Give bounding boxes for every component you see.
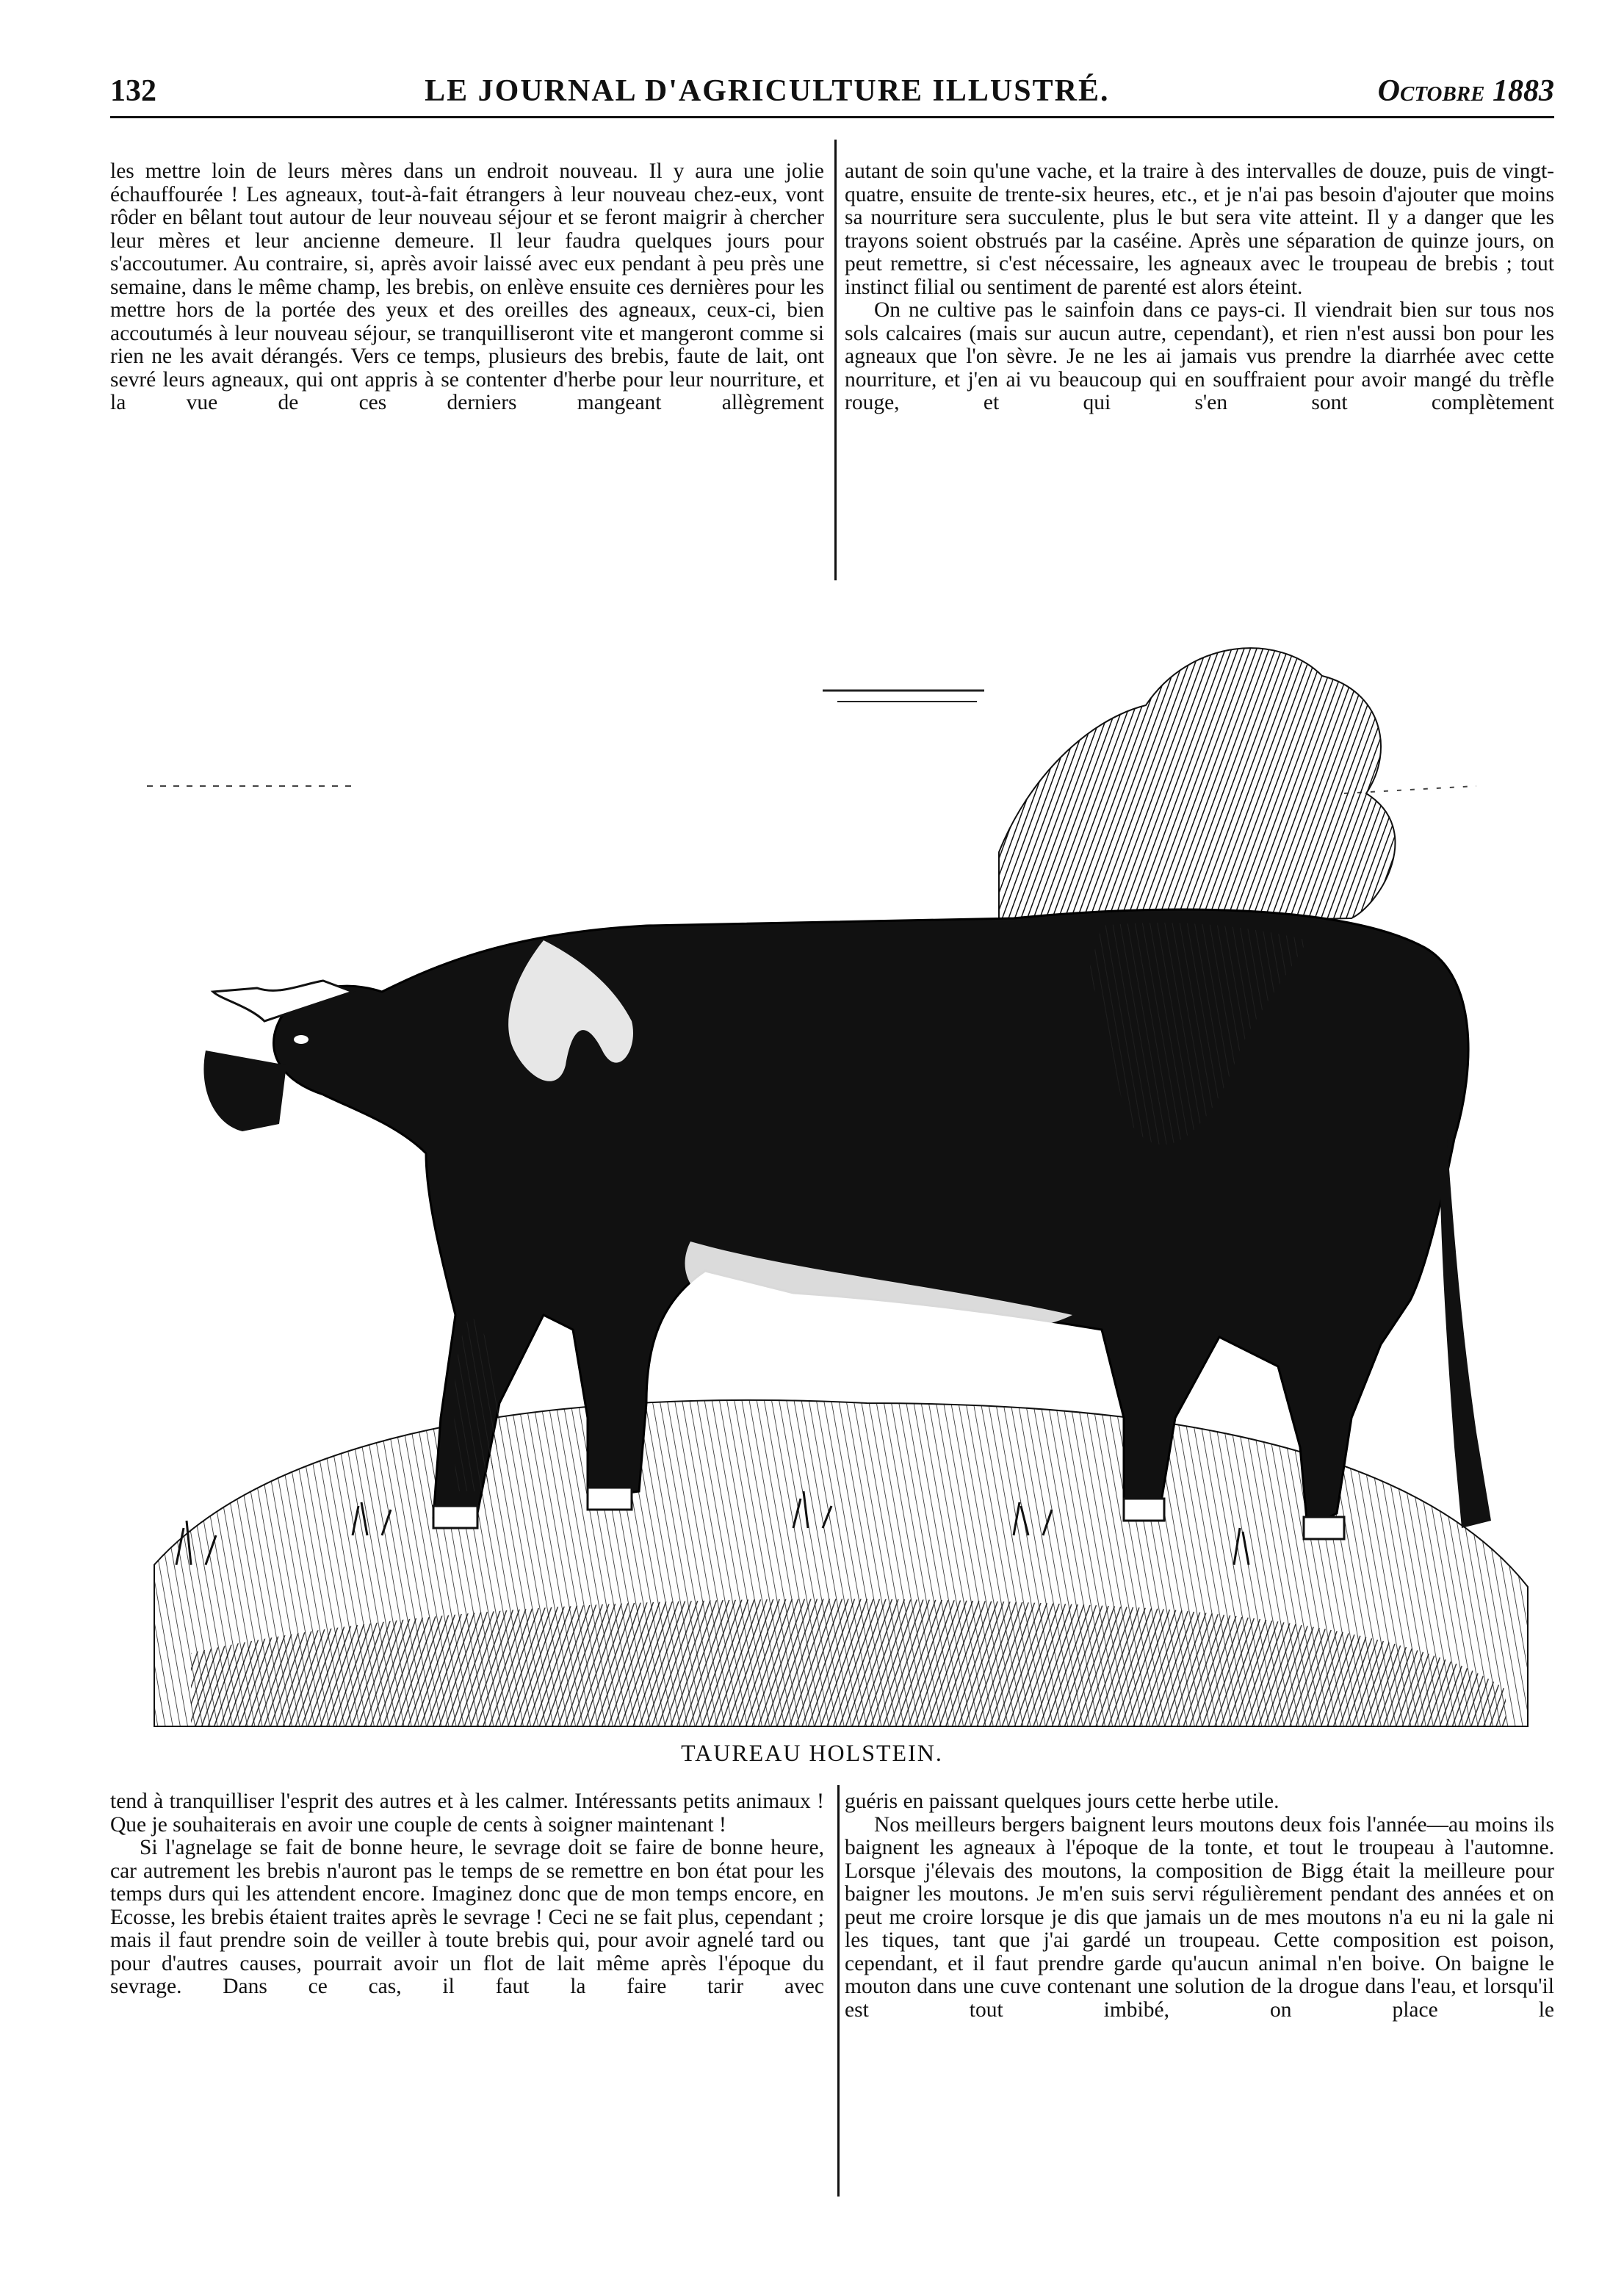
bull-engraving [132,610,1550,1734]
paragraph: autant de soin qu'une vache, et la traire à des intervalles de douze, puis de vingt-quatre, ensuite de trente-six heures, etc., et je n'ai pas besoin d'ajouter que moins sa nourriture sera succulente, plus le but sera vite atteint. Il y a danger que les trayons soient obstrués par la caséine. Après une séparation de quinze jours, on peut remettre, si c'est nécessaire, les agneaux avec le troupeau de brebis ; tout instinct filial ou sentiment de parenté est alors éteint. [845,159,1554,299]
page-header [110,65,1554,109]
top-right-column [845,160,1554,415]
paragraph: tend à tranquilliser l'esprit des autres et à les calmer. Intéressants petits animaux ! Que je souhaiterais en avoir une couple de cents à soigner maintenant ! [110,1790,824,1837]
column-divider-top [834,140,837,580]
bottom-right-column [845,1790,1554,2022]
column-divider-bottom [837,1785,840,2197]
hoof [1124,1499,1164,1521]
bottom-left-column [110,1790,824,1999]
hoof [1304,1517,1344,1539]
page-number: 132 [110,74,156,108]
bull-eye [294,1035,308,1044]
hoof [433,1506,477,1528]
foliage [999,648,1395,926]
bull-muzzle [203,1051,286,1131]
hoof [588,1488,632,1510]
paragraph: On ne cultive pas le sainfoin dans ce pays-ci. Il viendrait bien sur tous nos sols calcaires (mais sur aucun autre, cependant), et rien n'est aussi bon pour les agneaux que l'on sèvre. Je ne les ai jamais vus prendre la diarrhée avec cette nourriture, et j'en ai vu beaucoup qui en souffraient pour avoir mangé du trèfle rouge, et qui s'en sont complètement [845,298,1554,414]
paragraph: guéris en paissant quelques jours cette herbe utile. [845,1790,1280,1813]
illustration-caption: TAUREAU HOLSTEIN. [681,1740,943,1766]
issue-date: Octobre 1883 [1377,74,1554,108]
paragraph: Si l'agnelage se fait de bonne heure, le sevrage doit se faire de bonne heure, car autrement les brebis n'auront pas le temps de se remettre en bon état pour les temps durs qui les attendent encore. Imaginez donc que de mon temps encore, en Ecosse, les brebis étaient traites après le sevrage ! Ceci ne se fait plus, cependant ; mais il faut prendre soin de veiller à toute brebis qui, pour avoir agnelé tard ou pour d'autres causes, pourrait avoir un flot de lait même après l'époque du sevrage. Dans ce cas, il faut la faire tarir avec [110,1836,824,1998]
journal-title: LE JOURNAL D'AGRICULTURE ILLUSTRÉ. [425,74,1110,108]
header-rule [110,116,1554,118]
bull-tail [1440,1139,1491,1528]
paragraph: Nos meilleurs bergers baignent leurs moutons deux fois l'année—au moins ils baignent les agneaux à l'époque de la tonte, et tout le troupeau à l'automne. Lorsque j'élevais des moutons, la composition de Bigg était la meilleure pour baigner les moutons. Je m'en suis servi régulièrement pendant des années et on peut me croire lorsque je dis que jamais un de mes moutons n'a eu ni la gale ni les tiques, tant que j'ai gardé un troupeau. Cette composition est poison, cependant, et il faut prendre garde qu'aucun animal n'en boive. On baigne le mouton dans une cuve contenant une solution de la drogue dans l'eau, et lorsqu'il est tout imbibé, on place le [845,1812,1554,2022]
top-left-column [110,160,824,415]
paragraph: les mettre loin de leurs mères dans un endroit nouveau. Il y aura une jolie échauffourée ! Les agneaux, tout-à-fait étrangers à leur nouveau chez-eux, vont rôder en bêlant tout autour de leur nouveau séjour et se feront maigrir à chercher leur mères et leur ancienne demeure. Il leur faudra quelques jours pour s'accoutumer. Au contraire, si, après avoir laissé avec eux pendant à peu près une semaine, dans le même champ, les brebis, on enlève ensuite ces dernières pour les mettre hors de la portée des yeux et des oreilles des agneaux, ceux-ci, bien accoutumés à leur nouveau séjour, se tranquilliseront vite et mangeront comme si rien ne les avait dérangés. Vers ce temps, plusieurs des brebis, faute de lait, ont sevré leurs agneaux, qui ont appris à se contenter d'herbe pour leur nourriture, et la vue de ces derniers mangeant allègrement [110,159,824,414]
